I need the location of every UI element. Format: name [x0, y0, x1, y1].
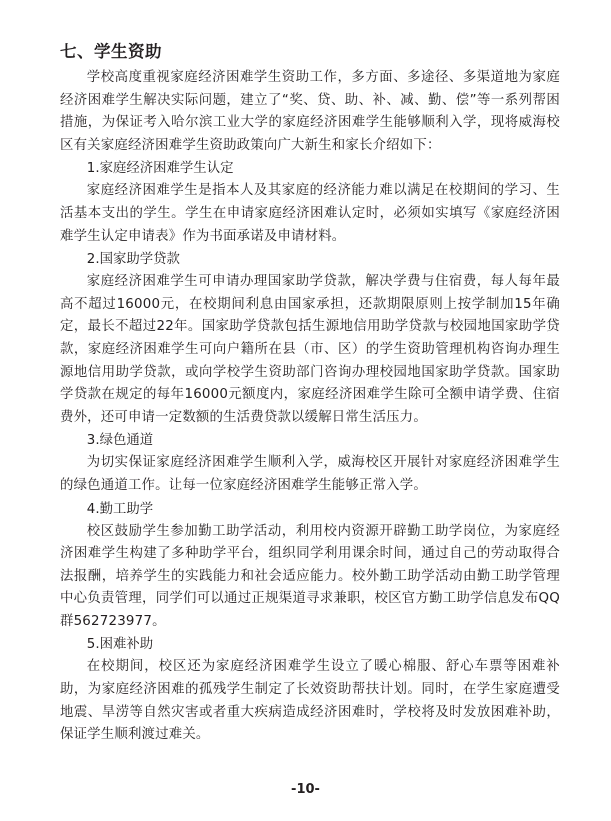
item-5: [60, 633, 560, 746]
intro-paragraph: 学校高度重视家庭经济困难学生资助工作，多方面、多途径、多渠道地为家庭经济困难学生解决实际问题，建立了“奖、贷、助、补、减、勤、偿”等一系列帮困措施，为保证考入哈尔滨工业大学的家庭经济困难学生能够顺利入学，现将威海校区有关家庭经济困难学生资助政策向广大新生和家长介绍如下：: [60, 70, 560, 153]
section-title: 七、学生资助: [60, 42, 162, 61]
item-body: 家庭经济困难学生可申请办理国家助学贷款，解决学费与住宿费，每人每年最高不超过16000元，在校期间利息由国家承担，还款期限原则上按学制加15年确定，最长不超过22年。国家助学贷款包括生源地信用助学贷款与校园地国家助学贷款，家庭经济困难学生可向户籍所在县（市、区）的学生资助管理机构咨询办理生源地信用助学贷款，或向学校学生资助部门咨询办理校园地国家助学贷款。国家助学贷款在规定的每年16000元额度内，家庭经济困难学生除可全额申请学费、住宿费外，还可申请一定数额的生活费贷款以缓解日常生活压力。: [60, 274, 560, 425]
item-heading: 3.绿色通道: [86, 433, 154, 449]
item-body: 校区鼓励学生参加勤工助学活动，利用校内资源开辟勤工助学岗位，为家庭经济困难学生构建了多种助学平台，组织同学利用课余时间，通过自己的劳动取得合法报酬，培养学生的实践能力和社会适应能力。校外勤工助学活动由勤工助学管理中心负责管理，同学们可以通过正规渠道寻求兼职，校区官方勤工助学信息发布QQ群562723977。: [60, 523, 560, 629]
item-body: 家庭经济困难学生是指本人及其家庭的经济能力难以满足在校期间的学习、生活基本支出的学生。学生在申请家庭经济困难认定时，必须如实填写《家庭经济困难学生认定申请表》作为书面承诺及申请材料。: [60, 183, 560, 244]
item-4: [60, 498, 560, 634]
item-heading: 5.困难补助: [86, 637, 154, 653]
item-heading: 4.勤工助学: [86, 501, 154, 517]
item-3: [60, 429, 560, 497]
item-body: 在校期间，校区还为家庭经济困难学生设立了暖心棉服、舒心车票等困难补助，为家庭经济困难的孤残学生制定了长效资助帮扶计划。同时，在学生家庭遭受地震、旱涝等自然灾害或者重大疾病造成经济困难时，学校将及时发放困难补助，保证学生顺利渡过难关。: [60, 659, 560, 743]
item-heading: 2.国家助学贷款: [86, 252, 180, 268]
page-number: -10-: [291, 782, 320, 797]
item-heading: 1.家庭经济困难学生认定: [86, 161, 234, 177]
document-page: [60, 41, 560, 747]
item-2: [60, 248, 560, 429]
item-1: [60, 157, 560, 248]
item-body: 为切实保证家庭经济困难学生顺利入学，威海校区开展针对家庭经济困难学生的绿色通道工作。让每一位家庭经济困难学生能够正常入学。: [60, 455, 560, 493]
